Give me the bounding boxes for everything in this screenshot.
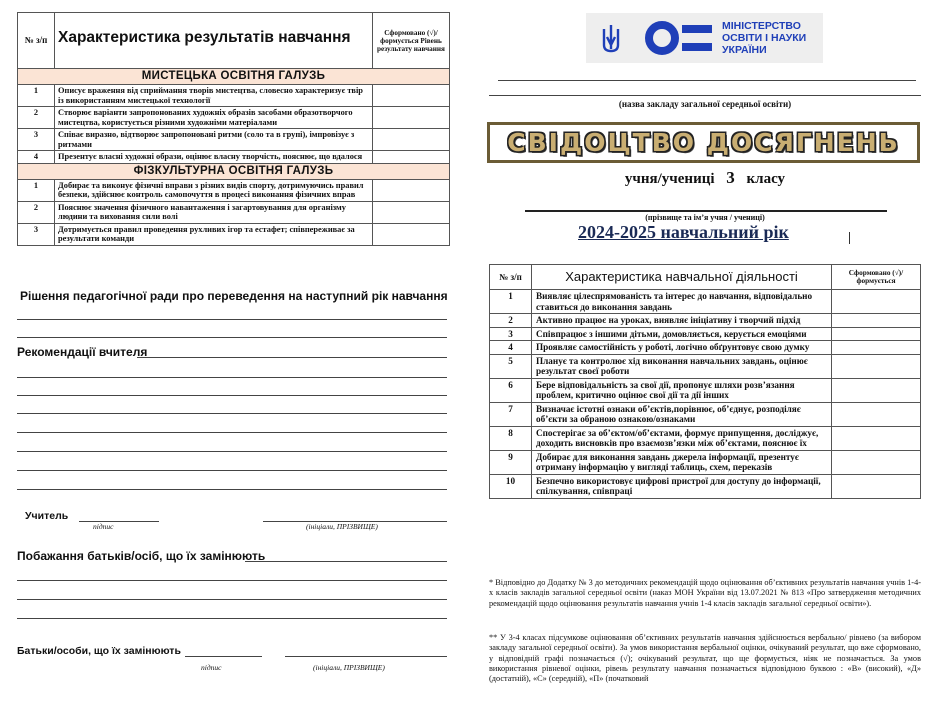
row-number: 3 <box>18 129 55 151</box>
table-row <box>18 129 450 151</box>
grade-number: 3 <box>726 168 735 187</box>
table-row <box>490 327 921 341</box>
row-number: 4 <box>490 341 532 355</box>
logo-line: МІНІСТЕРСТВО <box>722 20 801 32</box>
header-title: Характеристика результатів навчання <box>55 13 373 69</box>
row-text: Співпрацює з іншими дітьми, домовляється, керується емоціями <box>532 327 832 341</box>
row-text: Спостерігає за об’єктом/об’єктами, формує припущення, досліджує, доходить висновків про взаємозв’язки між об’єктами, пояснює їх <box>532 426 832 450</box>
table-row <box>490 341 921 355</box>
text-cursor <box>849 232 850 244</box>
table-row <box>490 474 921 498</box>
teacher-initials-caption: (ініціали, ПРІЗВИЩЕ) <box>306 522 378 531</box>
teacher-signature-line <box>79 521 159 522</box>
parents-signature-line <box>185 656 262 657</box>
class-word: класу <box>746 171 786 187</box>
row-text: Добирає для виконання завдань джерела інформації, презентує отриману інформацію у вигляді таблиць, схем, переказів <box>532 450 832 474</box>
status-cell[interactable] <box>373 85 450 107</box>
student-prefix: учня/учениці <box>624 171 715 187</box>
recommendations-line <box>17 451 447 452</box>
header-status: Сформовано (√)/ формується <box>832 265 921 290</box>
section-title: ФІЗКУЛЬТУРНА ОСВІТНЯ ГАЛУЗЬ <box>18 163 450 179</box>
status-cell[interactable] <box>832 354 921 378</box>
footnote-2: ** У 3-4 класах підсумкове оцінювання об’єктивних результатів навчання здійснюється вербально/ рівнево (за вибором закладу загальної середньої освіти). За умов використання вербальної оцінки, очікуваний результат, що вже сформовано, у відповідній графі позначається (√); очікуваний результат, що ще формується, ніяк не позначається. За умов використання рівневої оцінки, рівень результату навчання позначається відповідною буквою : «В» (високий), «Д» (достатній), «С» (середній), «П» (початковий <box>489 633 921 684</box>
row-number: 3 <box>490 327 532 341</box>
table-header-row <box>18 13 450 69</box>
table-row <box>490 402 921 426</box>
section-row <box>18 163 450 179</box>
status-cell[interactable] <box>832 426 921 450</box>
row-text: Описує враження від сприймання творів мистецтва, словесно характеризує твір із використанням мистецької технології <box>55 85 373 107</box>
table-row <box>490 450 921 474</box>
table-row <box>18 179 450 201</box>
table-row <box>18 223 450 245</box>
parents-wishes-line <box>17 580 447 581</box>
header-status: Сформовано (√)/ формується Рівень результату навчання <box>373 13 450 69</box>
row-text: Активно працює на уроках, виявляє ініціативу і творчий підхід <box>532 314 832 328</box>
recommendations-line <box>137 357 447 358</box>
student-class-line <box>489 168 921 188</box>
status-cell[interactable] <box>373 107 450 129</box>
row-number: 2 <box>490 314 532 328</box>
row-number: 5 <box>490 354 532 378</box>
header-title: Характеристика навчальної діяльності <box>532 265 832 290</box>
parents-initials-caption: (ініціали, ПРІЗВИЩЕ) <box>313 663 385 672</box>
section-title: МИСТЕЦЬКА ОСВІТНЯ ГАЛУЗЬ <box>18 69 450 85</box>
row-number: 1 <box>18 85 55 107</box>
school-line <box>489 95 921 96</box>
row-text: Презентує власні художні образи, оцінює власну творчість, пояснює, що вдалося <box>55 151 373 164</box>
table-row <box>18 201 450 223</box>
status-cell[interactable] <box>373 151 450 164</box>
parents-label: Батьки/особи, що їх замінюють <box>17 645 181 657</box>
name-caption: (прізвище та ім’я учня / учениці) <box>645 213 765 222</box>
parents-wishes-label: Побажання батьків/осіб, що їх замінюють <box>17 549 266 563</box>
header-number: № з/п <box>18 13 55 69</box>
student-name-line <box>525 210 887 212</box>
row-text: Бере відповідальність за свої дії, пропонує шляхи розв’язання проблем, критично оцінює свої дії та дії інших <box>532 378 832 402</box>
row-number: 6 <box>490 378 532 402</box>
learning-results-table <box>17 12 450 246</box>
academic-year: 2024-2025 навчальний рік <box>578 222 789 242</box>
row-text: Безпечно використовує цифрові пристрої для доступу до інформації, спілкування, співпраці <box>532 474 832 498</box>
status-cell[interactable] <box>832 378 921 402</box>
table-row <box>18 85 450 107</box>
table-row <box>18 107 450 129</box>
certificate-title-box <box>487 122 920 163</box>
row-text: Створює варіанти запропонованих художніх образів засобами образотворчого мистецтва, користується різними художніми матеріалами <box>55 107 373 129</box>
parents-initials-line <box>285 656 447 657</box>
row-number: 4 <box>18 151 55 164</box>
status-cell[interactable] <box>373 223 450 245</box>
table-row <box>490 290 921 314</box>
parents-wishes-line <box>245 561 447 562</box>
recommendations-line <box>17 395 447 396</box>
row-text: Визначає істотні ознаки об’єктів,порівнює, об’єднує, розподіляє об’єкти за обраною ознакою/ознаками <box>532 402 832 426</box>
table-row <box>490 426 921 450</box>
trident-icon <box>600 23 622 55</box>
row-number: 10 <box>490 474 532 498</box>
recommendations-line <box>17 489 447 490</box>
header-number: № з/п <box>490 265 532 290</box>
row-text: Проявляє самостійність у роботі, логічно обґрунтовує свою думку <box>532 341 832 355</box>
table-row <box>490 314 921 328</box>
logo-line: УКРАЇНИ <box>722 44 767 56</box>
table-row <box>490 378 921 402</box>
ministry-logo <box>586 13 823 63</box>
row-text: Добирає та виконує фізичні вправи з різних видів спорту, дотримуючись правил безпеки, здійснює контроль самопочуття в процесі виконання фізичних вправ <box>55 179 373 201</box>
row-number: 2 <box>18 201 55 223</box>
table-row <box>490 354 921 378</box>
row-number: 7 <box>490 402 532 426</box>
status-cell[interactable] <box>373 179 450 201</box>
recommendations-line <box>17 413 447 414</box>
recommendations-line <box>17 377 447 378</box>
teacher-label: Учитель <box>25 510 69 522</box>
table-row <box>18 151 450 164</box>
decision-line <box>17 337 447 338</box>
row-number: 1 <box>490 290 532 314</box>
row-text: Співає виразно, відтворює запропоновані ритми (соло та в групі), імпровізує з ритмами <box>55 129 373 151</box>
status-cell[interactable] <box>373 129 450 151</box>
row-text: Дотримується правил проведення рухливих ігор та естафет; співпереживає за результати команди <box>55 223 373 245</box>
status-cell[interactable] <box>832 327 921 341</box>
footnote-1: * Відповідно до Додатку № 3 до методичних рекомендацій щодо оцінювання об’єктивних результатів навчання учнів 1-4-х класів закладів загальної середньої освіти (наказ МОН України від 13.07.2021 № 813 «Про затвердження методичних рекомендацій щодо оцінювання результатів навчання учнів 1-4 класів закладів загальної середньої освіти»). <box>489 578 921 608</box>
row-text: Виявляє цілеспрямованість та інтерес до навчання, відповідально ставиться до виконання завдань <box>532 290 832 314</box>
table-header-row <box>490 265 921 290</box>
row-number: 3 <box>18 223 55 245</box>
parents-wishes-line <box>17 618 447 619</box>
row-number: 2 <box>18 107 55 129</box>
school-line <box>498 80 916 81</box>
status-cell[interactable] <box>832 402 921 426</box>
activity-table <box>489 264 921 499</box>
school-caption: (назва закладу загальної середньої освіти) <box>618 99 792 109</box>
row-number: 8 <box>490 426 532 450</box>
recommendations-label: Рекомендації вчителя <box>17 345 148 359</box>
decision-label: Рішення педагогічної ради про переведення на наступний рік навчання <box>20 289 448 303</box>
row-text: Планує та контролює хід виконання навчальних завдань, оцінює результат своєї роботи <box>532 354 832 378</box>
status-cell[interactable] <box>832 290 921 314</box>
teacher-signature-caption: підпис <box>93 522 114 531</box>
row-text: Пояснює значення фізичного навантаження і загартовування для організму людини та виховання сили волі <box>55 201 373 223</box>
status-cell[interactable] <box>832 341 921 355</box>
status-cell[interactable] <box>832 450 921 474</box>
recommendations-line <box>17 432 447 433</box>
section-row <box>18 69 450 85</box>
mon-mark-icon <box>644 20 718 56</box>
row-number: 9 <box>490 450 532 474</box>
parents-signature-caption: підпис <box>201 663 222 672</box>
status-cell[interactable] <box>373 201 450 223</box>
recommendations-line <box>17 470 447 471</box>
logo-line: ОСВІТИ І НАУКИ <box>722 32 807 44</box>
parents-wishes-line <box>17 599 447 600</box>
status-cell[interactable] <box>832 474 921 498</box>
status-cell[interactable] <box>832 314 921 328</box>
decision-line <box>17 319 447 320</box>
certificate-title: СВІДОЦТВО ДОСЯГНЕНЬ <box>507 128 900 157</box>
row-number: 1 <box>18 179 55 201</box>
